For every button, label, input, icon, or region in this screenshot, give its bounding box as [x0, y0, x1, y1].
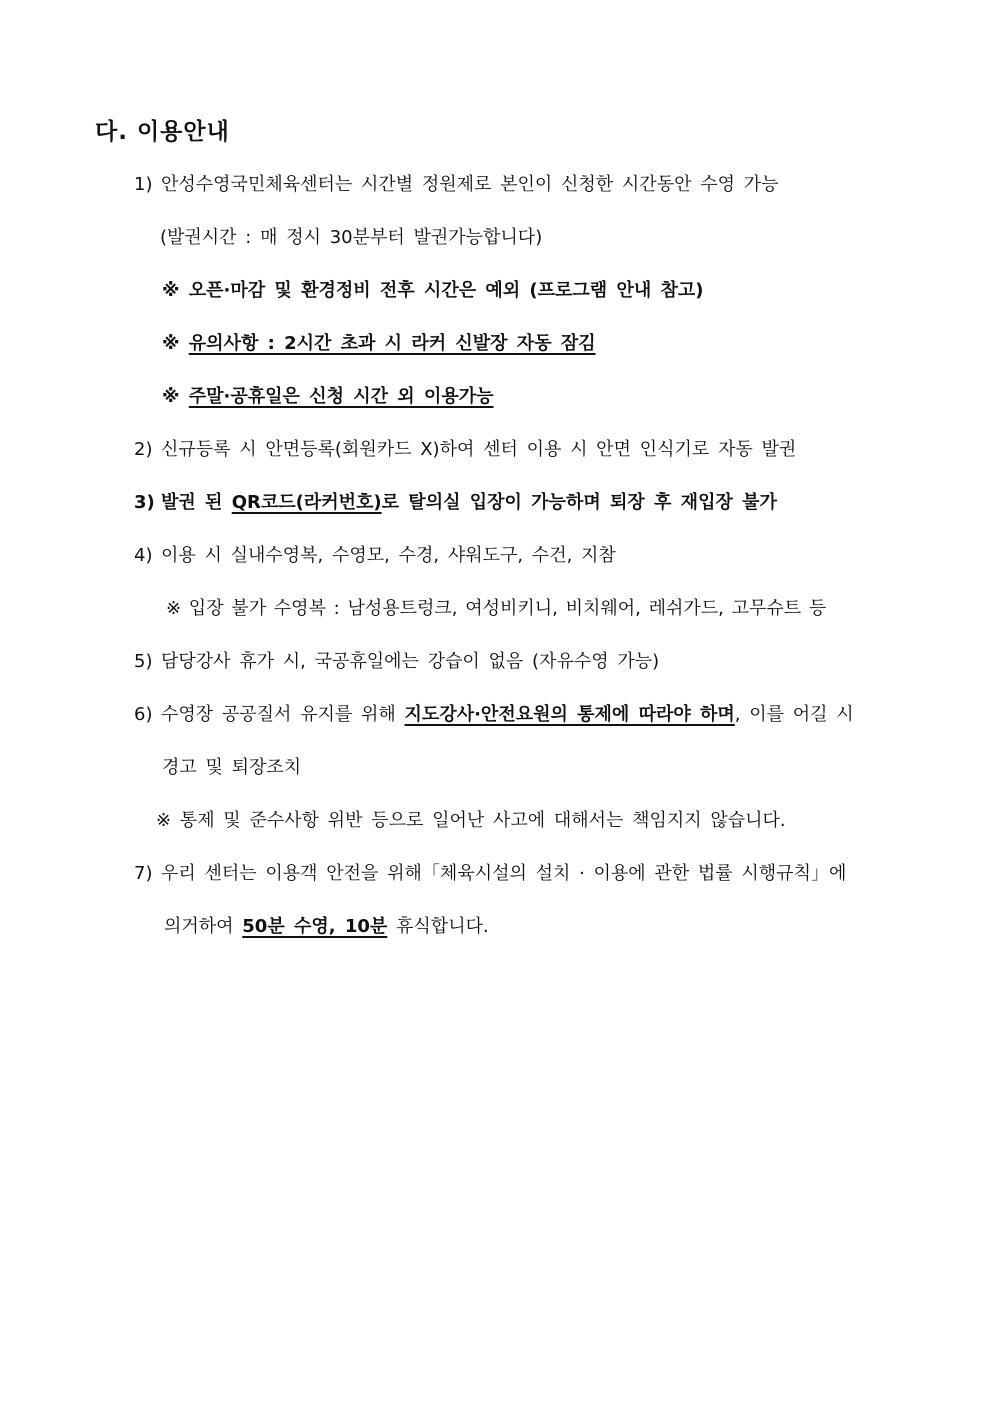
item-6 [134, 702, 854, 728]
swim-rest-schedule: 50분 수영, 10분 [242, 916, 388, 937]
caution-text: 유의사항 : 2시간 초과 시 라커 신발장 자동 잠김 [188, 333, 596, 354]
item-number: 7) [134, 863, 153, 884]
staff-control-text: 지도강사·안전요원의 통제에 따라야 하며 [404, 704, 735, 725]
item-number: 5) [134, 651, 153, 672]
item-number: 3) [134, 492, 155, 513]
qr-code-text: QR코드(라커번호) [231, 492, 382, 513]
item-2 [134, 437, 796, 463]
item-text: 안성수영국민체육센터는 시간별 정원제로 본인이 신청한 시간동안 수영 가능 [161, 174, 779, 195]
item-text: 우리 센터는 이용객 안전을 위해「체육시설의 설치 · 이용에 관한 법률 시행규칙」에 [161, 863, 847, 884]
item-text-post: , 이를 어길 시 [734, 704, 854, 725]
item-1-issue-time: (발권시간 : 매 정시 30분부터 발권가능합니다) [160, 227, 543, 248]
item-1-note-caution [162, 331, 596, 357]
item-text: 담당강사 휴가 시, 국공휴일에는 강습이 없음 (자유수영 가능) [161, 651, 660, 672]
weekend-text: 주말·공휴일은 신청 시간 외 이용가능 [188, 386, 494, 407]
item-7 [134, 861, 846, 887]
item-5 [134, 649, 659, 675]
item-text-pre: 수영장 공공질서 유지를 위해 [161, 704, 405, 725]
item-text: 이용 시 실내수영복, 수영모, 수경, 샤워도구, 수건, 지참 [161, 545, 616, 566]
section-heading: 다. 이용안내 [95, 119, 230, 145]
item-text: 신규등록 시 안면등록(회원카드 X)하여 센터 이용 시 안면 인식기로 자동 발권 [161, 439, 797, 460]
item-text-post: 휴식합니다. [387, 916, 489, 937]
item-text-pre: 발권 된 [161, 492, 232, 513]
item-4 [134, 543, 616, 569]
reference-mark: ※ [162, 333, 180, 354]
item-1-note-weekend [162, 384, 494, 410]
item-6-note-liability: ※ 통제 및 준수사항 위반 등으로 일어난 사고에 대해서는 책임지지 않습니다. [156, 810, 786, 831]
item-number: 4) [134, 545, 153, 566]
item-1 [134, 172, 778, 198]
item-number: 1) [134, 174, 153, 195]
item-7-continuation [164, 914, 489, 940]
reference-mark: ※ [162, 386, 180, 407]
item-number: 6) [134, 704, 153, 725]
item-6-continuation: 경고 및 퇴장조치 [162, 757, 302, 778]
item-3 [134, 490, 777, 516]
item-text-post: 로 탈의실 입장이 가능하며 퇴장 후 재입장 불가 [381, 492, 777, 513]
item-1-note-exception: ※ 오픈·마감 및 환경정비 전후 시간은 예외 (프로그램 안내 참고) [162, 280, 704, 301]
item-text-pre: 의거하여 [164, 916, 243, 937]
item-number: 2) [134, 439, 153, 460]
item-4-note-prohibited-swimwear: ※ 입장 불가 수영복 : 남성용트렁크, 여성비키니, 비치웨어, 레쉬가드, 고무슈트 등 [166, 598, 827, 619]
